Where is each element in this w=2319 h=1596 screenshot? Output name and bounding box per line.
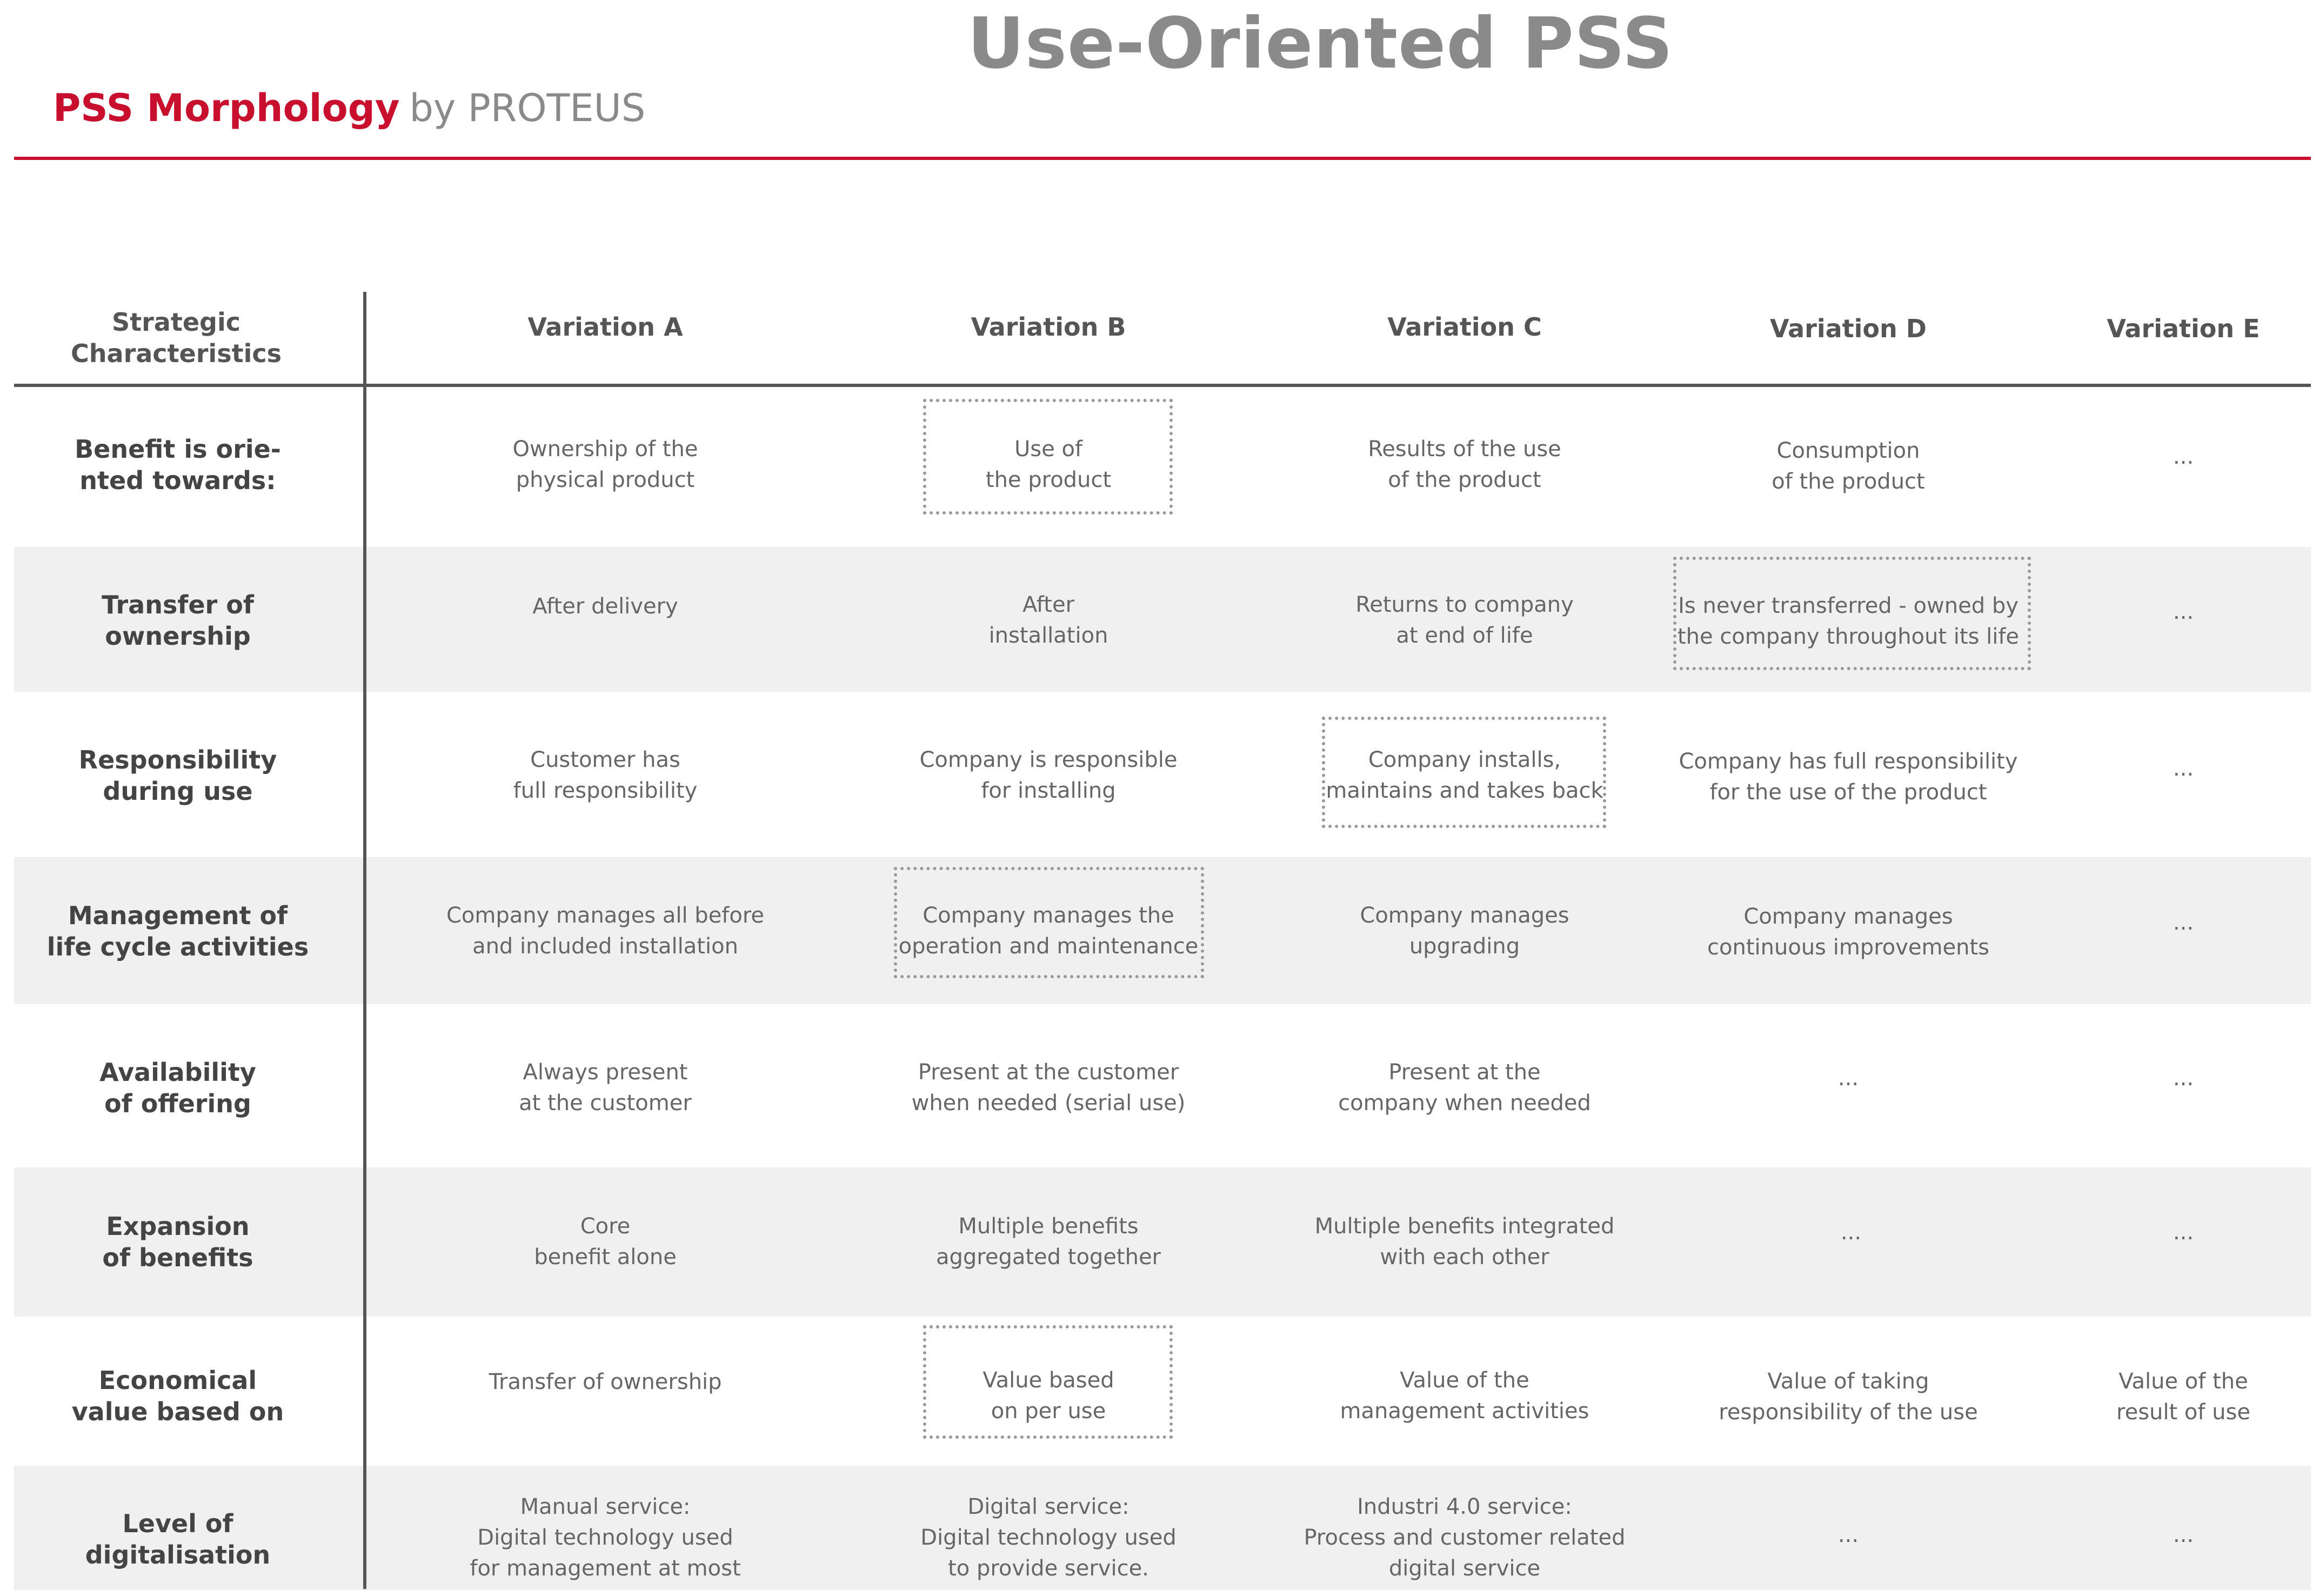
brand-by: by PROTEUS [409, 86, 646, 130]
row-label: Transfer of ownership [102, 590, 254, 651]
row-label: Expansion of benefits [102, 1211, 253, 1272]
column-header-variation-d: Variation D [1770, 313, 1927, 343]
row-label: Management of life cycle activities [46, 900, 309, 961]
table-cell: Transfer of ownership [489, 1370, 722, 1394]
table-cell: Core benefit alone [534, 1213, 677, 1270]
column-header-variation-e: Variation E [2107, 313, 2260, 343]
table-cell: Multiple benefits aggregated together [935, 1213, 1161, 1270]
table-cell: Value of taking responsibility of the use [1719, 1369, 1978, 1425]
table-cell: ... [1837, 1522, 1859, 1547]
table-cell: Company installs, maintains and takes back [1326, 747, 1603, 803]
table-cell: Company manages continuous improvements [1707, 904, 1989, 960]
table-cell: Present at the customer when needed (serial use) [911, 1059, 1186, 1116]
table-cell: Value of the result of use [2116, 1369, 2250, 1425]
table-cell: Company is responsible for installing [919, 747, 1178, 803]
table-cell: Always present at the customer [519, 1059, 692, 1116]
label-column-divider [363, 292, 366, 1589]
table-cell: ... [1840, 1219, 1862, 1245]
row-label: Economical value based on [71, 1365, 284, 1426]
column-header-characteristics: Strategic Characteristics [71, 308, 282, 368]
table-cell: Consumption of the product [1772, 438, 1925, 494]
table-cell: Company manages upgrading [1360, 903, 1569, 959]
row-label: Level of digitalisation [85, 1508, 271, 1570]
table-cell: ... [1837, 1065, 1859, 1091]
table-cell: ... [2173, 1522, 2194, 1547]
table-cell: After delivery [532, 594, 678, 619]
table-cell: Company has full responsibility for the use of the product [1679, 749, 2018, 805]
brand-name: PSS Morphology [53, 86, 400, 130]
row-label: Responsibility during use [78, 745, 277, 806]
table-cell: ... [2173, 910, 2194, 935]
page-title: Use-Oriented PSS [967, 2, 1674, 84]
table-cell: Company manages the operation and maintenance [898, 903, 1199, 959]
table-cell: Digital service: Digital technology used to provide service. [920, 1494, 1177, 1581]
column-header-variation-a: Variation A [527, 312, 683, 342]
table-cell: Ownership of the physical product [512, 437, 698, 492]
table-cell: Use of the product [985, 437, 1112, 492]
row-label: Availability of offering [99, 1057, 256, 1118]
table-cell: Value based on per use [983, 1367, 1114, 1424]
row-label: Benefit is orie- nted towards: [75, 435, 281, 495]
table-cell: Returns to company at end of life [1355, 592, 1574, 648]
table-cell: ... [2173, 1065, 2194, 1091]
column-header-variation-b: Variation B [971, 312, 1126, 342]
table-cell: ... [2173, 444, 2194, 469]
table-cell: Customer has full responsibility [513, 747, 698, 803]
table-cell: Present at the company when needed [1338, 1059, 1591, 1116]
column-header-variation-c: Variation C [1387, 312, 1542, 342]
table-cell: ... [2173, 599, 2194, 624]
table-cell: ... [2173, 1219, 2194, 1245]
table-cell: Value of the management activities [1340, 1367, 1589, 1424]
table-cell: Industri 4.0 service: Process and customer related digital service [1304, 1494, 1626, 1581]
table-cell: Is never transferred - owned by the company throughout its life [1677, 593, 2020, 649]
brand-label [53, 81, 645, 135]
table-cell: Results of the use of the product [1368, 437, 1561, 492]
table-cell: Company manages all before and included installation [446, 903, 765, 959]
table-cell: ... [2173, 756, 2194, 781]
header-divider [14, 384, 2311, 387]
title-divider [14, 157, 2311, 160]
table-cell: Multiple benefits integrated with each other [1314, 1213, 1615, 1270]
table-cell: After installation [988, 592, 1108, 648]
table-cell: Manual service: Digital technology used for management at most [470, 1494, 741, 1581]
